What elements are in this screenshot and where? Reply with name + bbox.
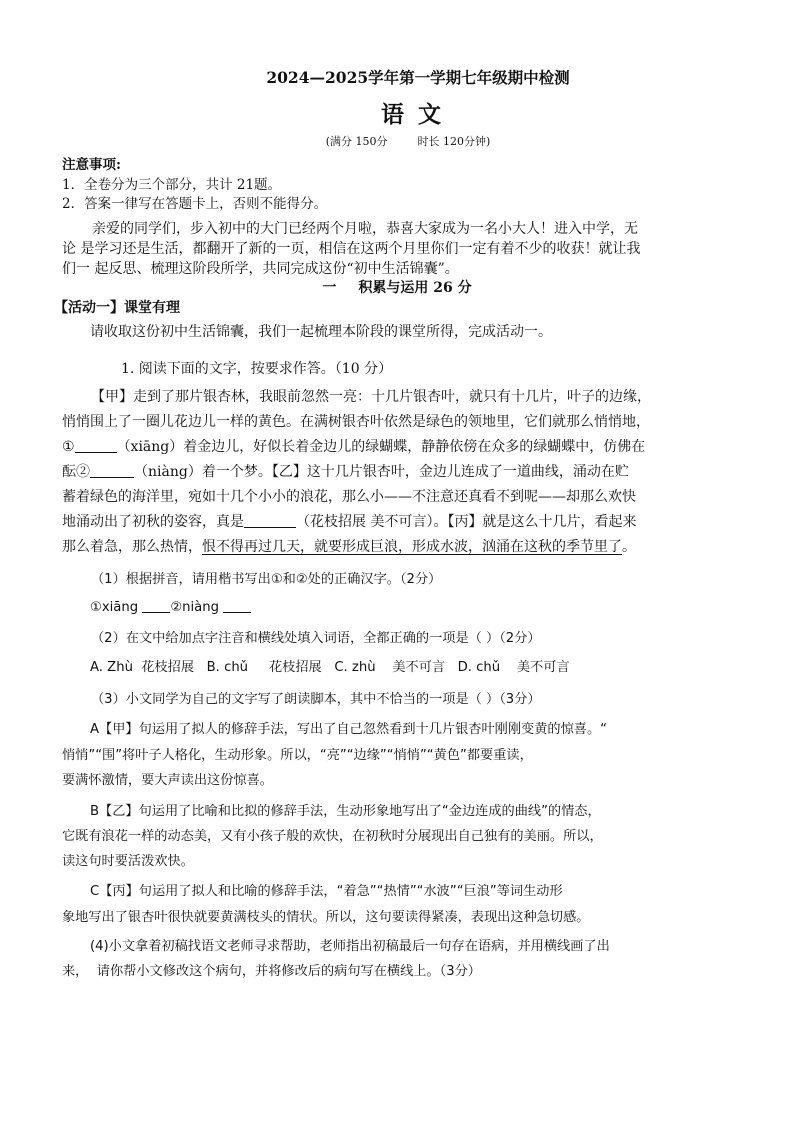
section-mark: 一 xyxy=(322,280,337,296)
passage-line-6 xyxy=(62,511,636,531)
option-b-line-3: 读这句时要活泼欢快。 xyxy=(62,854,194,869)
answer-1-label: ①xiāng xyxy=(90,600,139,615)
sub-question-1-answers xyxy=(90,597,251,615)
passage-line-4 xyxy=(62,461,629,481)
passage-line-1: 【甲】走到了那片银杏林，我眼前忽然一亮：十几片银杏叶，就只有十几片，叶子的边缘， xyxy=(91,389,651,405)
subject-title: 语文 xyxy=(381,101,455,128)
answer-2-label: ②niàng xyxy=(170,600,219,615)
sub-question-3: （3）小文同学为自己的文字写了朗读脚本，其中不恰当的一项是（ ）（3分） xyxy=(91,692,541,707)
score-note: (满分 150分 xyxy=(325,135,388,148)
sub-question-2: （2）在文中给加点字注音和横线处填入词语，全都正确的一项是（ ）（2分） xyxy=(91,631,541,646)
section-heading xyxy=(0,277,794,297)
sub-question-4-line-2: 来， 请你帮小文修改这个病句，并将修改后的病句写在横线上。（3分） xyxy=(62,964,481,979)
blank-2[interactable] xyxy=(90,462,134,478)
passage-line-7-text-a: 那么着急，那么热情， xyxy=(62,539,202,555)
passage-line-7-end: 。 xyxy=(622,539,636,555)
answer-2-blank[interactable] xyxy=(223,597,251,613)
question-1-stem: 1. 阅读下面的文字，按要求作答。（10 分） xyxy=(121,361,393,377)
option-a-line-3: 要满怀激情，要大声读出这份惊喜。 xyxy=(62,773,273,788)
passage-line-5: 蓄着绿色的海洋里，宛如十几个小小的浪花，那么小——不注意还真看不到呢——却那么欢快 xyxy=(62,489,636,505)
exam-title: 2024—2025学年第一学期七年级期中检测 xyxy=(266,68,570,87)
option-a-line-2: 悄悄”“围”将叶子人格化，生动形象。所以，“亮”“边缘”“悄悄”“黄色”都要重读， xyxy=(62,748,533,763)
sub-question-1: （1）根据拼音，请用楷书写出①和②处的正确汉字。（2分） xyxy=(91,572,442,587)
notice-heading: 注意事项: xyxy=(62,157,121,173)
blank-marker-2: 酝② xyxy=(62,464,90,480)
sub-question-2-options: A. Zhù 花枝招展 B. chǔ 花枝招展 C. zhù 美不可言 D. chǔ 美不可言 xyxy=(90,660,570,675)
passage-line-6-text-b: （花枝招展 美不可言）。【丙】就是这么十几片，看起来 xyxy=(296,514,637,530)
option-b-line-2: 它既有浪花一样的动态美，又有小孩子般的欢快，在初秋时分展现出自己独有的美丽。所以， xyxy=(62,829,603,844)
passage-line-3 xyxy=(62,436,645,456)
passage-line-3-text: （xiāng）着金边儿，好似长着金边儿的绿蝴蝶，静静依傍在众多的绿蝴蝶中，仿佛在 xyxy=(116,439,646,455)
passage-line-6-text-a: 地涌动出了初秋的姿容，真是 xyxy=(62,514,244,530)
option-b-line-1: B【乙】句运用了比喻和比拟的修辞手法，生动形象地写出了“金边连成的曲线”的情态， xyxy=(90,804,601,819)
intro-line-1: 亲爱的同学们，步入初中的大门已经两个月啦，恭喜大家成为一名小大人！进入中学，无 xyxy=(92,221,638,237)
option-c-line-2: 象地写出了银杏叶很快就要黄满枝头的情状。所以，这句要读得紧凑，表现出这种急切感。 xyxy=(62,910,590,925)
activity-title: 【活动一】课堂有理 xyxy=(54,300,180,316)
blank-marker-1: ① xyxy=(62,439,75,455)
blank-1[interactable] xyxy=(75,437,117,453)
intro-line-2: 论 是学习还是生活，都翻开了新的一页，相信在这两个月里你们一定有着不少的收获！就让我 xyxy=(62,241,641,257)
sub-question-4-line-1: (4)小文拿着初稿找语文老师寻求帮助，老师指出初稿最后一句存在语病，并用横线画了出 xyxy=(90,939,610,954)
blank-3[interactable] xyxy=(244,512,296,528)
underlined-sentence: 恨不得再过几天，就要形成巨浪，形成水波，汹涌在这秋的季节里了 xyxy=(202,539,622,555)
notice-item-1: 1．全卷分为三个部分，共计 21题。 xyxy=(62,177,282,193)
option-a-line-1: A【甲】句运用了拟人的修辞手法，写出了自己忽然看到十几片银杏叶刚刚变黄的惊喜。“ xyxy=(90,722,607,737)
intro-line-3: 们一 起反思、梳理这阶段所学，共同完成这份“初中生活锦囊”。 xyxy=(62,261,459,277)
time-note: 时长 120分钟) xyxy=(417,135,491,148)
passage-line-4-text: （niàng）着一个梦。【乙】这十几片银杏叶，金边儿连成了一道曲线，涌动在贮 xyxy=(134,464,629,480)
answer-1-blank[interactable] xyxy=(142,597,170,613)
exam-meta xyxy=(0,133,794,149)
notice-item-2: 2．答案一律写在答题卡上，否则不能得分。 xyxy=(62,196,328,212)
passage-line-2: 悄悄围上了一圈儿花边儿一样的黄色。在满树银杏叶依然是绿色的领地里，它们就那么悄悄地， xyxy=(62,414,650,430)
activity-intro: 请收取这份初中生活锦囊，我们一起梳理本阶段的课堂所得，完成活动一。 xyxy=(90,324,552,340)
passage-line-7 xyxy=(62,536,636,556)
section-title: 积累与运用 26 分 xyxy=(358,280,472,296)
option-c-line-1: C【丙】句运用了拟人和比喻的修辞手法，“着急”“热情”“水波”“巨浪”等词生动形 xyxy=(90,884,563,899)
